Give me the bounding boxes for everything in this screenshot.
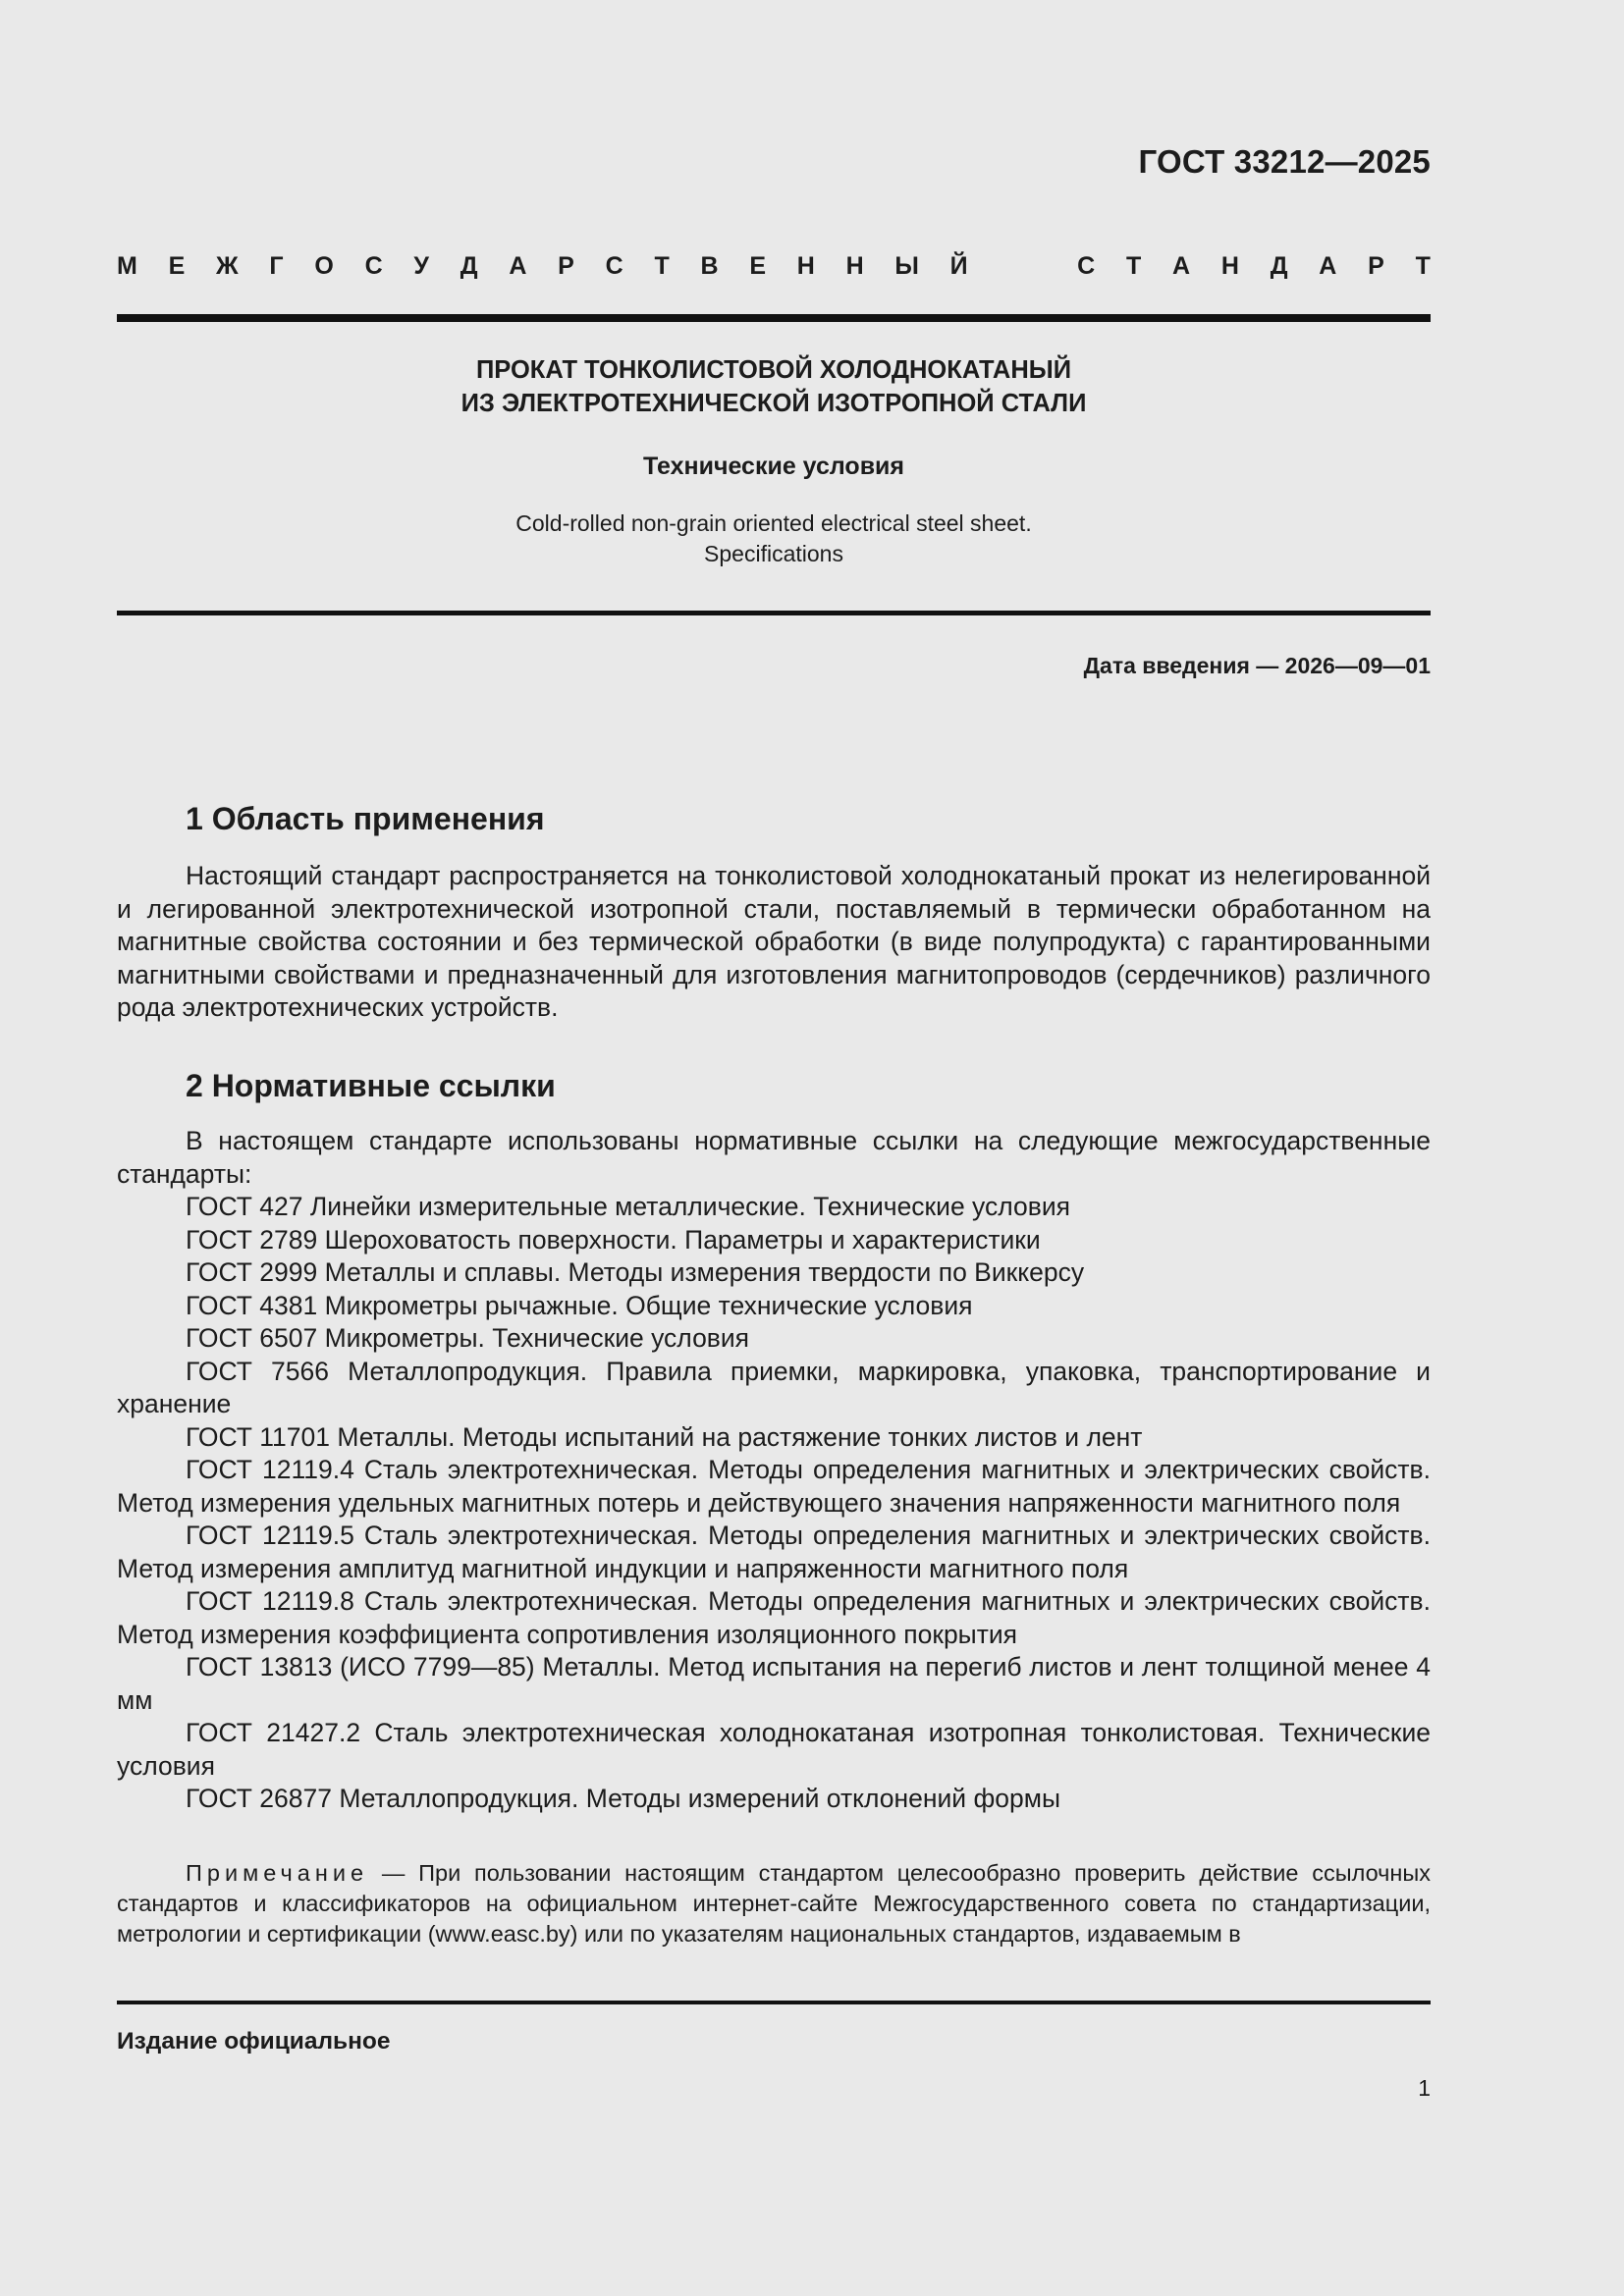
- reference-item: ГОСТ 12119.8 Сталь электротехническая. Методы определения магнитных и электрических свойств. Метод измерения коэффициента сопротивления изоляционного покрытия: [117, 1586, 1431, 1649]
- introduction-date: Дата введения — 2026—09—01: [1083, 653, 1431, 678]
- section-1-paragraph: Настоящий стандарт распространяется на тонколистовой холоднокатаный прокат из нелегированной и легированной электротехнической изотропной стали, поставляемый в термически обработанном на магнитные свойства состоянии и без термической обработки (в виде полупродукта) с гарантированными магнитными свойствами и предназначенный для изготовления магнитопроводов (сердечников) различного рода электротехнических устройств.: [117, 861, 1431, 1022]
- reference-item: ГОСТ 427 Линейки измерительные металлические. Технические условия: [186, 1192, 1070, 1221]
- reference-item: ГОСТ 4381 Микрометры рычажные. Общие технические условия: [186, 1290, 973, 1320]
- standard-kind-letter: А: [1319, 252, 1337, 280]
- english-title-line-2: Specifications: [704, 541, 843, 566]
- standard-kind-letter: В: [700, 252, 719, 280]
- reference-item: ГОСТ 26877 Металлопродукция. Методы измерений отклонений формы: [186, 1784, 1060, 1813]
- note: [117, 1858, 1431, 1949]
- reference-item: ГОСТ 21427.2 Сталь электротехническая холоднокатаная изотропная тонколистовая. Технические условия: [117, 1718, 1431, 1781]
- standard-kind-letter: С: [364, 252, 383, 280]
- section-2-intro: В настоящем стандарте использованы нормативные ссылки на следующие межгосударственные стандарты:: [117, 1126, 1431, 1189]
- section-1-heading: 1 Область применения: [186, 801, 545, 836]
- document-number: ГОСТ 33212—2025: [1138, 143, 1431, 180]
- reference-item: ГОСТ 2789 Шероховатость поверхности. Параметры и характеристики: [186, 1224, 1041, 1255]
- note-text: — При пользовании настоящим стандартом целесообразно проверить действие ссылочных стандартов и классификаторов на официальном интернет-сайте Межгосударственного совета по стандартизации, метрологии и сертификации (www.easc.by) или по указателям национальных стандартов, издаваемым в: [117, 1860, 1431, 1947]
- reference-item: ГОСТ 11701 Металлы. Методы испытаний на растяжение тонких листов и лент: [186, 1421, 1143, 1452]
- title-line-1: ПРОКАТ ТОНКОЛИСТОВОЙ ХОЛОДНОКАТАНЫЙ: [475, 356, 1072, 384]
- standard-kind-letter: У: [413, 252, 429, 280]
- title-line-2: ИЗ ЭЛЕКТРОТЕХНИЧЕСКОЙ ИЗОТРОПНОЙ СТАЛИ: [460, 390, 1087, 417]
- english-title-line-1: Cold-rolled non-grain oriented electrical steel sheet.: [515, 510, 1032, 536]
- standard-kind-letter: Ы: [894, 252, 919, 280]
- section-1-body: [117, 860, 1431, 1025]
- reference-item: ГОСТ 6507 Микрометры. Технические условия: [186, 1323, 750, 1353]
- standard-kind-letter: М: [117, 252, 137, 280]
- standard-kind-letter: Д: [460, 252, 478, 280]
- standard-kind-letter: А: [1172, 252, 1191, 280]
- standard-kind-letter: Д: [1270, 252, 1288, 280]
- header-divider: [117, 314, 1431, 322]
- standard-kind-letter: Е: [749, 252, 766, 280]
- title-subtitle: Технические условия: [642, 453, 905, 480]
- standard-kind-letter: Й: [949, 252, 968, 280]
- standard-kind-letter: С: [605, 252, 623, 280]
- official-edition-label: Издание официальное: [117, 2028, 391, 2055]
- word-gap: [999, 252, 1046, 281]
- reference-item: ГОСТ 12119.5 Сталь электротехническая. Методы определения магнитных и электрических свойств. Метод измерения амплитуд магнитной индукции и напряженности магнитного поля: [117, 1521, 1431, 1583]
- reference-item: ГОСТ 13813 (ИСО 7799—85) Металлы. Метод испытания на перегиб листов и лент толщиной менее 4 мм: [117, 1652, 1431, 1715]
- standard-kind-letter: А: [509, 252, 527, 280]
- standard-kind-letter: Н: [845, 252, 864, 280]
- standard-kind-letter: Т: [1415, 252, 1431, 280]
- title-divider: [117, 611, 1431, 615]
- standard-kind-letter: Т: [1126, 252, 1142, 280]
- note-label: Примечание: [186, 1860, 369, 1886]
- standard-kind-letter: Р: [1368, 252, 1384, 280]
- standard-kind-letter: Н: [1220, 252, 1239, 280]
- standard-kind-letter: С: [1077, 252, 1096, 280]
- standard-kind-letter: Е: [168, 252, 186, 280]
- title-block: [117, 353, 1431, 569]
- standard-kind-letter: О: [314, 252, 334, 280]
- standard-kind-letter: Т: [654, 252, 670, 280]
- reference-item: ГОСТ 7566 Металлопродукция. Правила приемки, маркировка, упаковка, транспортирование и хранение: [117, 1356, 1431, 1418]
- english-title: [117, 508, 1431, 569]
- standard-kind-letter: Р: [558, 252, 574, 280]
- standard-kind-letter: Г: [269, 252, 284, 280]
- standard-kind-heading: [117, 252, 1431, 281]
- reference-item: ГОСТ 2999 Металлы и сплавы. Методы измерения твердости по Виккерсу: [186, 1257, 1085, 1287]
- reference-item: ГОСТ 12119.4 Сталь электротехническая. Методы определения магнитных и электрических свойств. Метод измерения удельных магнитных потерь и действующего значения напряженности магнитного поля: [117, 1455, 1431, 1518]
- standard-kind-letter: Ж: [216, 252, 239, 280]
- section-2-heading: 2 Нормативные ссылки: [186, 1068, 556, 1103]
- standard-kind-letter: Н: [796, 252, 815, 280]
- section-2-body: [117, 1125, 1431, 1816]
- page-number: 1: [1418, 2075, 1431, 2101]
- footer-divider: [117, 2001, 1431, 2004]
